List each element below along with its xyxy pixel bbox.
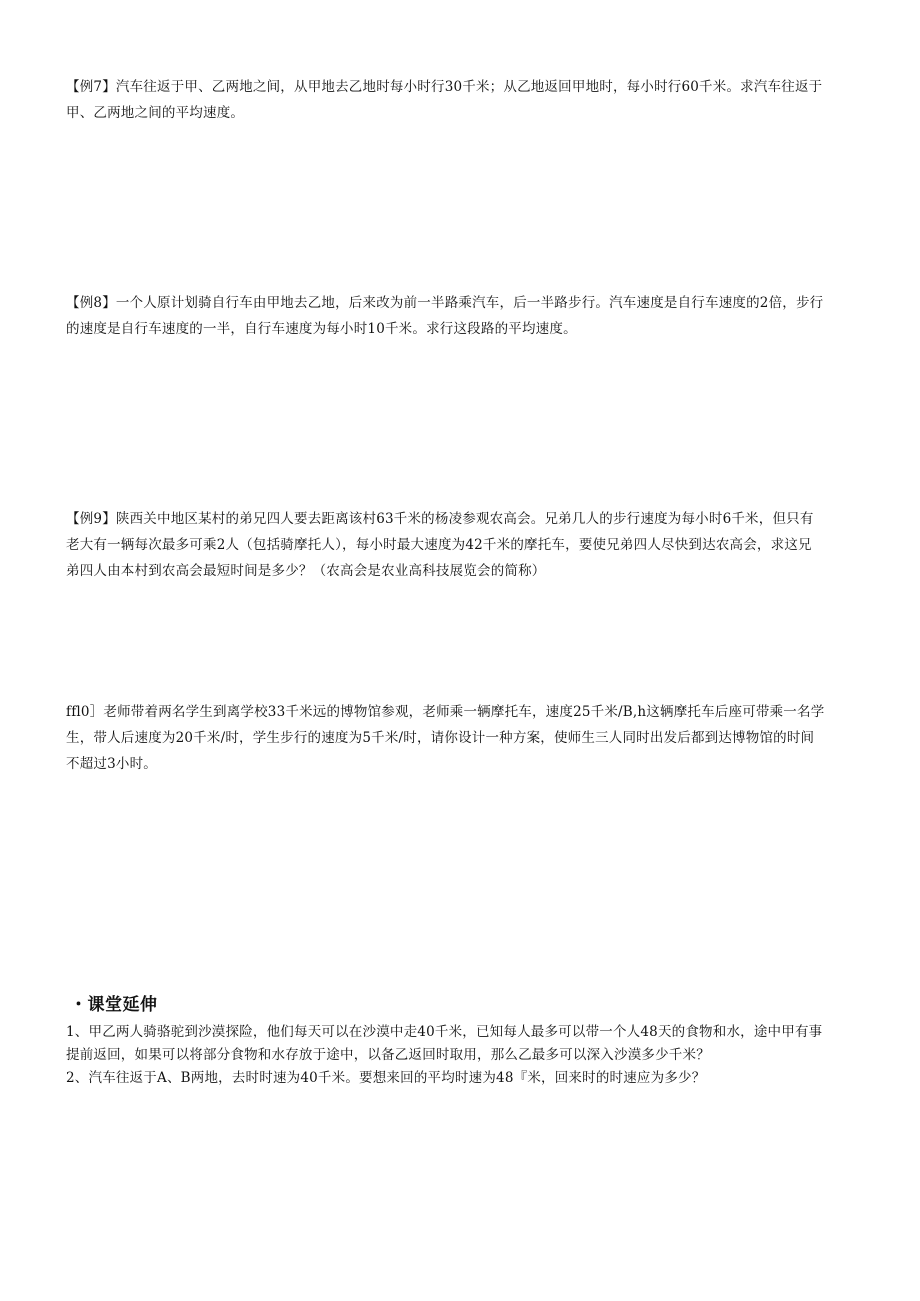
example-7-line-1: 【例7】汽车往返于甲、乙两地之间，从甲地去乙地时每小时行30千米；从乙地返回甲地时，每小时行60千米。求汽车往返于 (66, 79, 823, 95)
example-9-line-3: 弟四人由本村到农高会最短时间是多少？（农高会是农业高科技展览会的简称） (66, 563, 546, 579)
example-7 (66, 74, 844, 126)
example-10 (66, 699, 844, 777)
section-heading: ・课堂延伸 (70, 995, 158, 1015)
example-7-line-2: 甲、乙两地之间的平均速度。 (66, 105, 245, 121)
extension-problem-2 (66, 1067, 844, 1090)
example-9-line-1: 【例9】陕西关中地区某村的弟兄四人要去距离该村63千米的杨凌参观农高会。兄弟几人的步行速度为每小时6千米，但只有 (66, 511, 814, 527)
example-8-line-1: 【例8】一个人原计划骑自行车由甲地去乙地，后来改为前一半路乘汽车，后一半路步行。汽车速度是自行车速度的2倍，步行 (66, 295, 824, 311)
example-10-line-2: 生，带人后速度为20千米/时，学生步行的速度为5千米/时，请你设计一种方案，使师生三人同时出发后都到达博物馆的时间 (66, 730, 815, 746)
example-9-line-2: 老大有一辆每次最多可乘2人（包括骑摩托人），每小时最大速度为42千米的摩托车，要使兄弟四人尽快到达农高会，求这兄 (66, 537, 812, 553)
extension-1-line-1: 1、甲乙两人骑骆驼到沙漠探险，他们每天可以在沙漠中走40千米，已知每人最多可以带一个人48天的食物和水，途中甲有事 (66, 1024, 823, 1040)
extension-problem-1 (66, 1021, 844, 1067)
example-10-line-3: 不超过3小时。 (66, 756, 157, 772)
extension-1-line-2: 提前返回，如果可以将部分食物和水存放于途中，以备乙返回时取用，那么乙最多可以深入沙漠多少千米？ (66, 1047, 710, 1063)
example-9 (66, 506, 844, 584)
example-8-line-2: 的速度是自行车速度的一半，自行车速度为每小时10千米。求行这段路的平均速度。 (66, 321, 577, 337)
extension-2-line-1: 2、汽车往返于A、B两地，去时时速为40千米。要想来回的平均时速为48『米，回来时的时速应为多少？ (66, 1070, 706, 1086)
example-8 (66, 290, 844, 342)
example-10-line-1: ffl0］老师带着两名学生到离学校33千米远的博物馆参观，老师乘一辆摩托车，速度25千米/B,h这辆摩托车后座可带乘一名学 (66, 704, 825, 720)
